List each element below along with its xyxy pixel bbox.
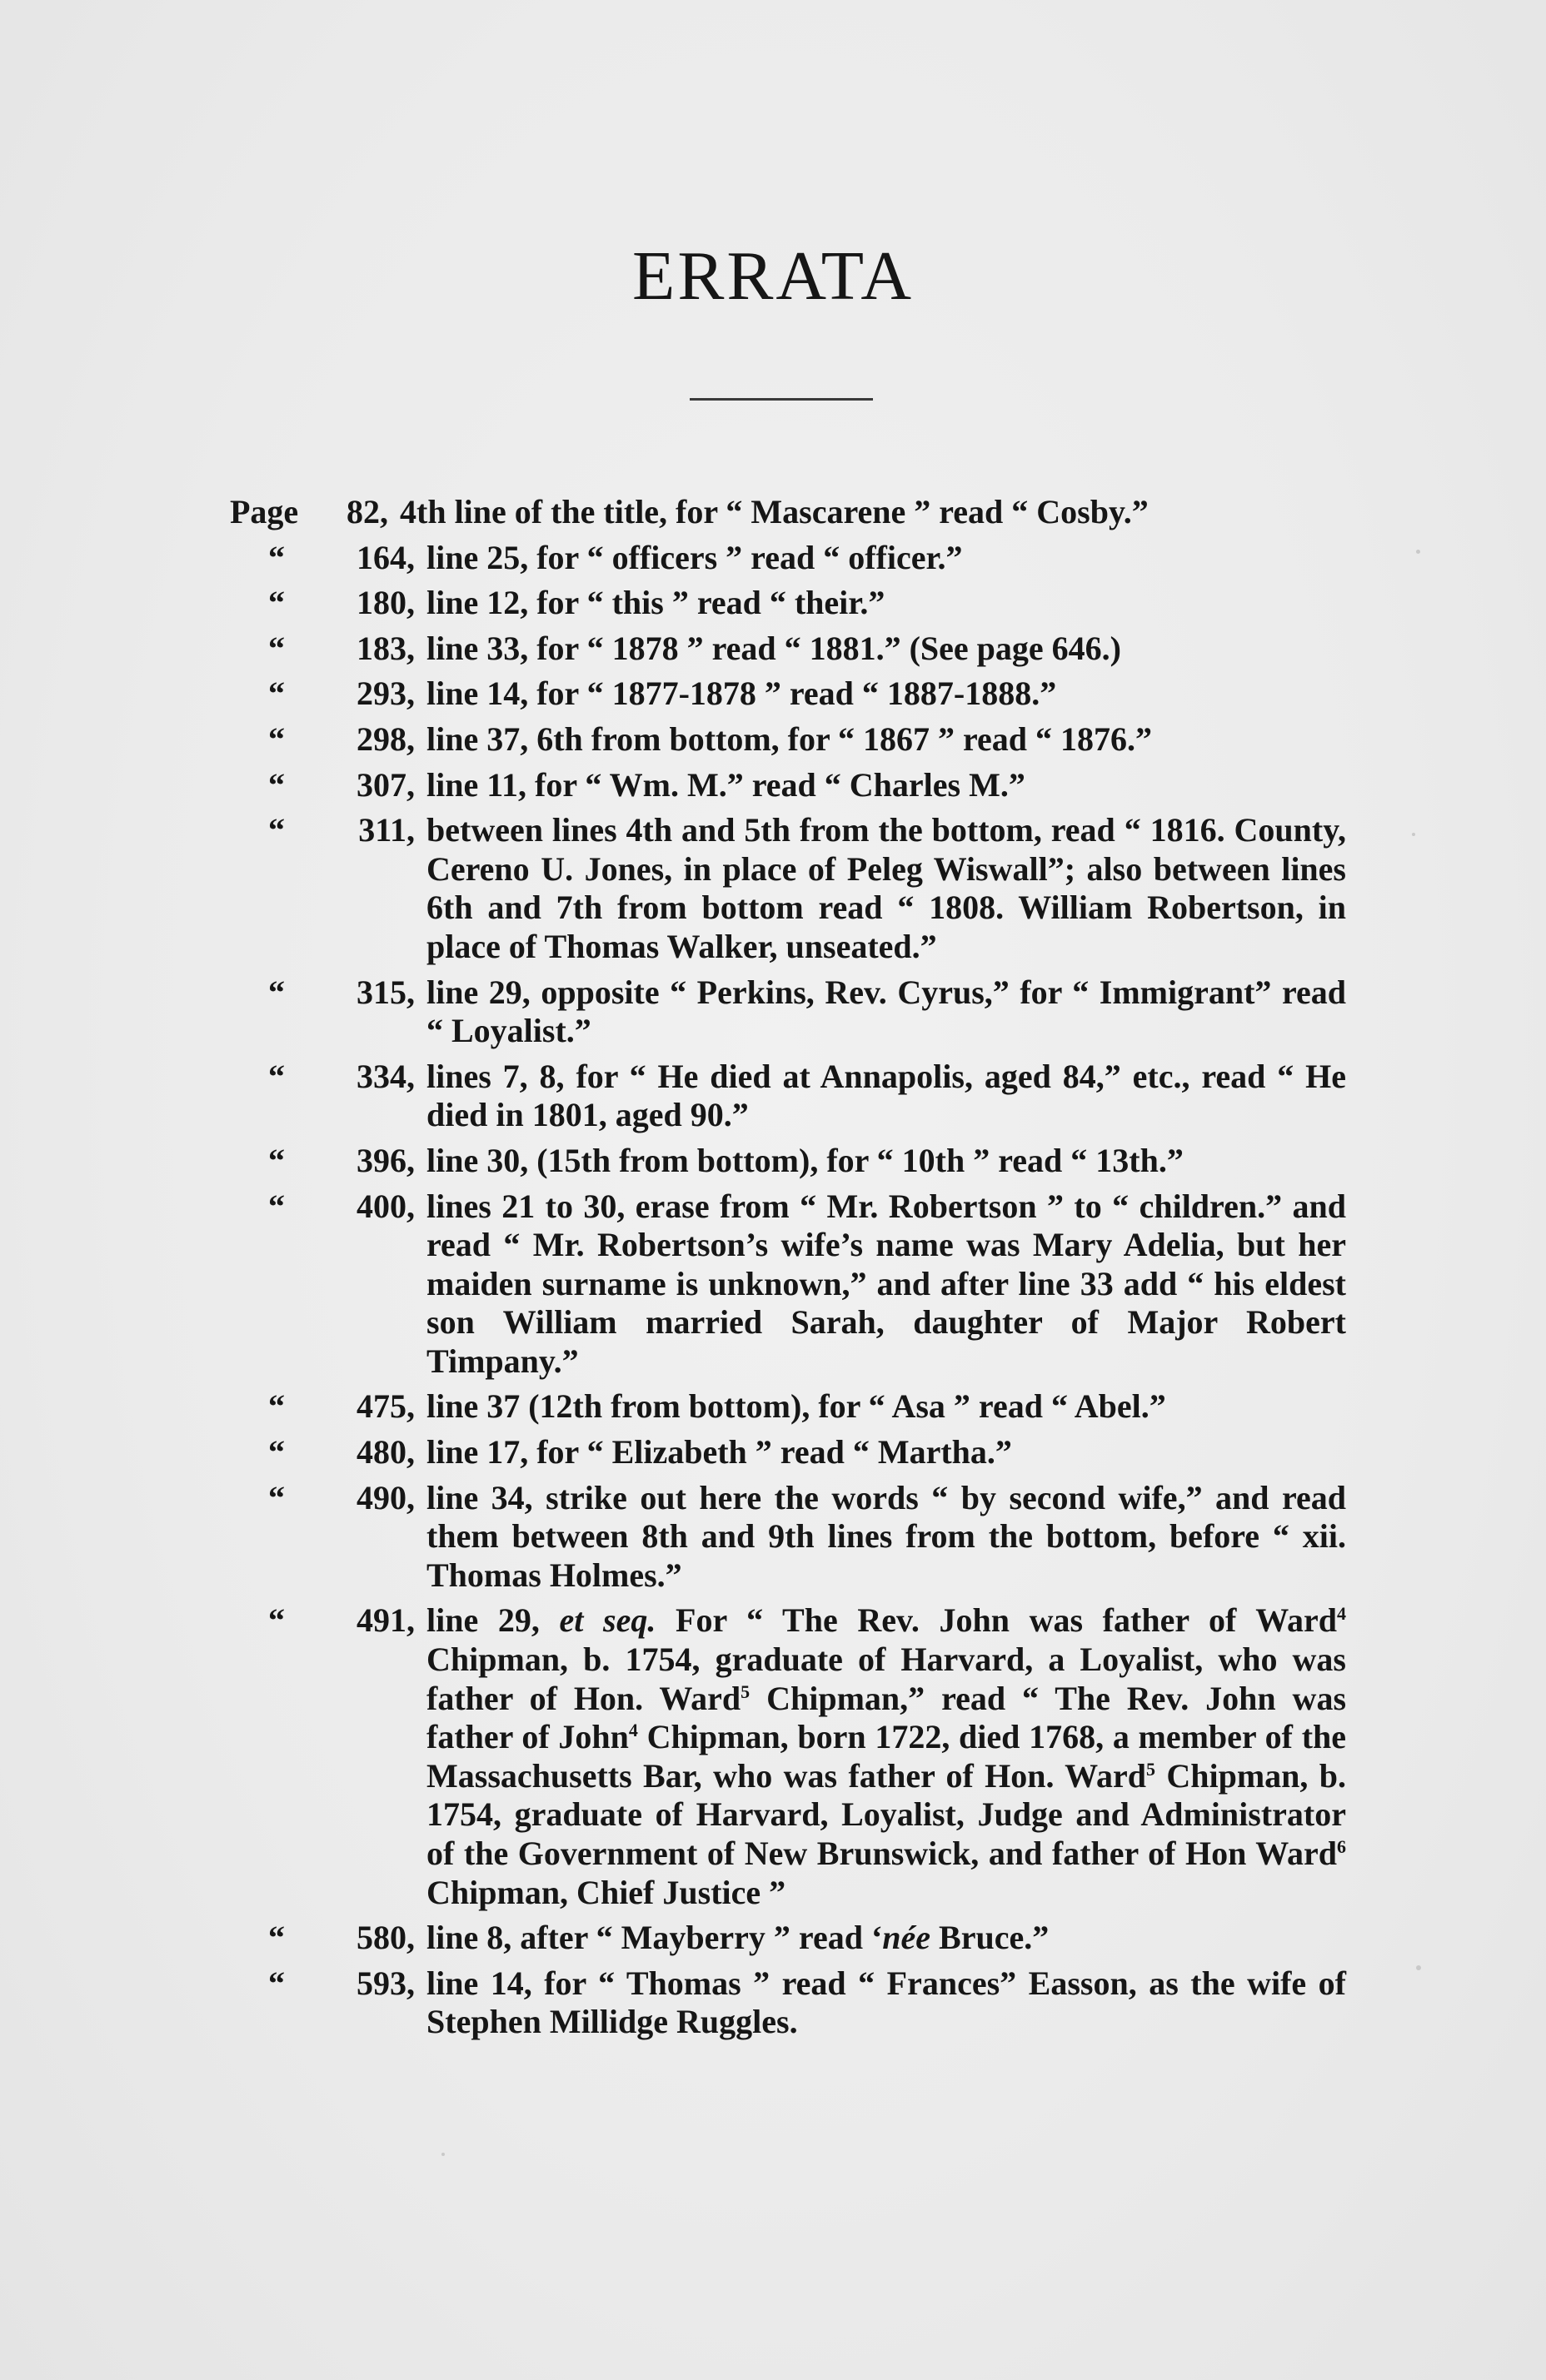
entry-text: line 34, strike out here the words “ by second wife,” and read them between 8th and 9th lines from the bottom, before “ xii. Thomas Holmes.” bbox=[426, 1478, 1346, 1594]
entry-page-number: 593, bbox=[357, 1964, 415, 2002]
entry-text: lines 21 to 30, erase from “ Mr. Robertson ” to “ children.” and read “ Mr. Robertson’s wife’s name was Mary Adelia, but her maiden surname is unknown,” and after line 33 add “ his eldest son William married Sarah, daughter of Major Robert Timpany.” bbox=[426, 1187, 1346, 1380]
entry-page-number: 396, bbox=[357, 1141, 415, 1179]
entry-page-number: 82, bbox=[347, 493, 388, 530]
title-divider bbox=[690, 398, 873, 401]
errata-entry bbox=[230, 1433, 1346, 1472]
ditto-mark: “ bbox=[268, 629, 285, 667]
italic-phrase: et seq. bbox=[559, 1601, 656, 1640]
entry-text: line 14, for “ 1877-1878 ” read “ 1887-1888.” bbox=[426, 675, 1057, 713]
entry-text: line 11, for “ Wm. M.” read “ Charles M.” bbox=[426, 765, 1025, 804]
ditto-mark: “ bbox=[268, 1057, 285, 1095]
entry-page-number: 180, bbox=[357, 584, 415, 622]
entry-text-part: line 29, bbox=[426, 1601, 540, 1640]
errata-entry bbox=[230, 1058, 1346, 1135]
entry-text: between lines 4th and 5th from the bottom, read “ 1816. County, Cereno U. Jones, in place of Peleg Wiswall”; also between lines 6th and 7th from bottom read “ 1808. William Robertson, in place of Thomas Walker, unseated.” bbox=[426, 811, 1346, 965]
paper-speck bbox=[1416, 550, 1420, 554]
ditto-mark: “ bbox=[268, 765, 285, 804]
errata-entry bbox=[230, 1919, 1346, 1958]
entry-text-part: line 8, after “ Mayberry ” read ‘ bbox=[426, 1919, 883, 1957]
ditto-mark: “ bbox=[268, 538, 285, 576]
entry-text: line 14, for “ Thomas ” read “ Frances” Easson, as the wife of Stephen Millidge Ruggles. bbox=[426, 1964, 1346, 2041]
paper-speck bbox=[1416, 1965, 1421, 1970]
errata-entry bbox=[230, 493, 1346, 532]
errata-entry bbox=[230, 1479, 1346, 1596]
italic-phrase: née bbox=[882, 1919, 931, 1957]
entry-page-number: 315, bbox=[357, 973, 415, 1011]
paper-speck bbox=[441, 2153, 445, 2156]
generation-superscript: 4 bbox=[1337, 1603, 1347, 1625]
entry-page-number: 400, bbox=[357, 1187, 415, 1225]
generation-superscript: 5 bbox=[741, 1680, 751, 1702]
entry-text bbox=[415, 1919, 1346, 1958]
errata-entry bbox=[230, 973, 1346, 1051]
errata-entry bbox=[230, 675, 1346, 714]
errata-entry bbox=[230, 1601, 1346, 1912]
entry-text-part: Chipman, Chief Justice ” bbox=[426, 1873, 786, 1911]
errata-list bbox=[230, 493, 1346, 2049]
ditto-mark: “ bbox=[268, 1433, 285, 1471]
entry-page-number: 293, bbox=[357, 675, 415, 713]
errata-entry bbox=[230, 584, 1346, 623]
entry-text: line 30, (15th from bottom), for “ 10th ” read “ 13th.” bbox=[426, 1141, 1184, 1179]
entry-text-part: Chipman, b. 1754, graduate of Harvard, Loyalist, Judge and Administrator of the Government of New Brunswick, and father of Hon Ward bbox=[426, 1756, 1347, 1872]
errata-entry bbox=[230, 1964, 1346, 2042]
entry-text-part: For “ The Rev. John was father of Ward bbox=[676, 1601, 1338, 1640]
entry-page-number: 183, bbox=[357, 629, 415, 667]
ditto-mark: “ bbox=[268, 973, 285, 1011]
generation-superscript: 4 bbox=[628, 1720, 638, 1741]
entry-text bbox=[415, 1601, 1346, 1912]
ditto-mark: “ bbox=[268, 1387, 285, 1426]
ditto-mark: “ bbox=[268, 719, 285, 758]
entry-page-number: 307, bbox=[357, 765, 415, 804]
page-label: Page bbox=[230, 493, 299, 530]
entry-page-number: 580, bbox=[357, 1919, 415, 1957]
entry-text: line 17, for “ Elizabeth ” read “ Martha.” bbox=[426, 1433, 1012, 1471]
ditto-mark: “ bbox=[268, 1478, 285, 1516]
ditto-mark: “ bbox=[268, 584, 285, 622]
ditto-mark: “ bbox=[268, 1141, 285, 1179]
entry-text: line 29, opposite “ Perkins, Rev. Cyrus,” for “ Immigrant” read “ Loyalist.” bbox=[426, 973, 1346, 1050]
entry-page-number: 491, bbox=[357, 1601, 415, 1640]
entry-page-number: 298, bbox=[357, 719, 415, 758]
errata-entry bbox=[230, 630, 1346, 669]
ditto-mark: “ bbox=[268, 1919, 285, 1957]
entry-text: 4th line of the title, for “ Mascarene ” read “ Cosby.” bbox=[400, 493, 1149, 530]
entry-text-part: Chipman, b. 1754, graduate of Harvard, a Loyalist, who was father of Hon. Ward bbox=[426, 1641, 1346, 1717]
page-title: ERRATA bbox=[632, 237, 914, 315]
entry-text: line 25, for “ officers ” read “ officer.” bbox=[426, 538, 963, 576]
ditto-mark: “ bbox=[268, 1601, 285, 1640]
entry-text: line 33, for “ 1878 ” read “ 1881.” (See page 646.) bbox=[426, 629, 1122, 667]
entry-text-part: Bruce.” bbox=[939, 1919, 1050, 1957]
paper-speck bbox=[1412, 833, 1415, 836]
errata-entry bbox=[230, 539, 1346, 578]
errata-entry bbox=[230, 1142, 1346, 1181]
entry-text-part: Chipman,” read “ The Rev. John was father of John bbox=[426, 1679, 1347, 1756]
ditto-mark: “ bbox=[268, 811, 285, 849]
errata-entry bbox=[230, 811, 1346, 966]
entry-page-number: 311, bbox=[358, 811, 415, 849]
entry-page-number: 475, bbox=[357, 1387, 415, 1426]
ditto-mark: “ bbox=[268, 675, 285, 713]
entry-text-part: Chipman, born 1722, died 1768, a member of the Massachusetts Bar, who was father of Hon. Ward bbox=[426, 1718, 1347, 1795]
entry-page-number: 490, bbox=[357, 1478, 415, 1516]
entry-text: line 12, for “ this ” read “ their.” bbox=[426, 584, 885, 622]
ditto-mark: “ bbox=[268, 1964, 285, 2002]
errata-entry bbox=[230, 720, 1346, 759]
entry-text: line 37 (12th from bottom), for “ Asa ” read “ Abel.” bbox=[426, 1387, 1166, 1426]
generation-superscript: 6 bbox=[1337, 1836, 1346, 1857]
errata-entry bbox=[230, 1188, 1346, 1382]
generation-superscript: 5 bbox=[1145, 1758, 1155, 1780]
entry-page-number: 164, bbox=[357, 538, 415, 576]
entry-text: line 37, 6th from bottom, for “ 1867 ” read “ 1876.” bbox=[426, 719, 1153, 758]
entry-text: lines 7, 8, for “ He died at Annapolis, aged 84,” etc., read “ He died in 1801, aged 90.” bbox=[426, 1057, 1346, 1134]
ditto-mark: “ bbox=[268, 1187, 285, 1225]
entry-page-number: 480, bbox=[357, 1433, 415, 1471]
errata-entry bbox=[230, 1387, 1346, 1427]
entry-page-number: 334, bbox=[357, 1057, 415, 1095]
errata-entry bbox=[230, 766, 1346, 805]
